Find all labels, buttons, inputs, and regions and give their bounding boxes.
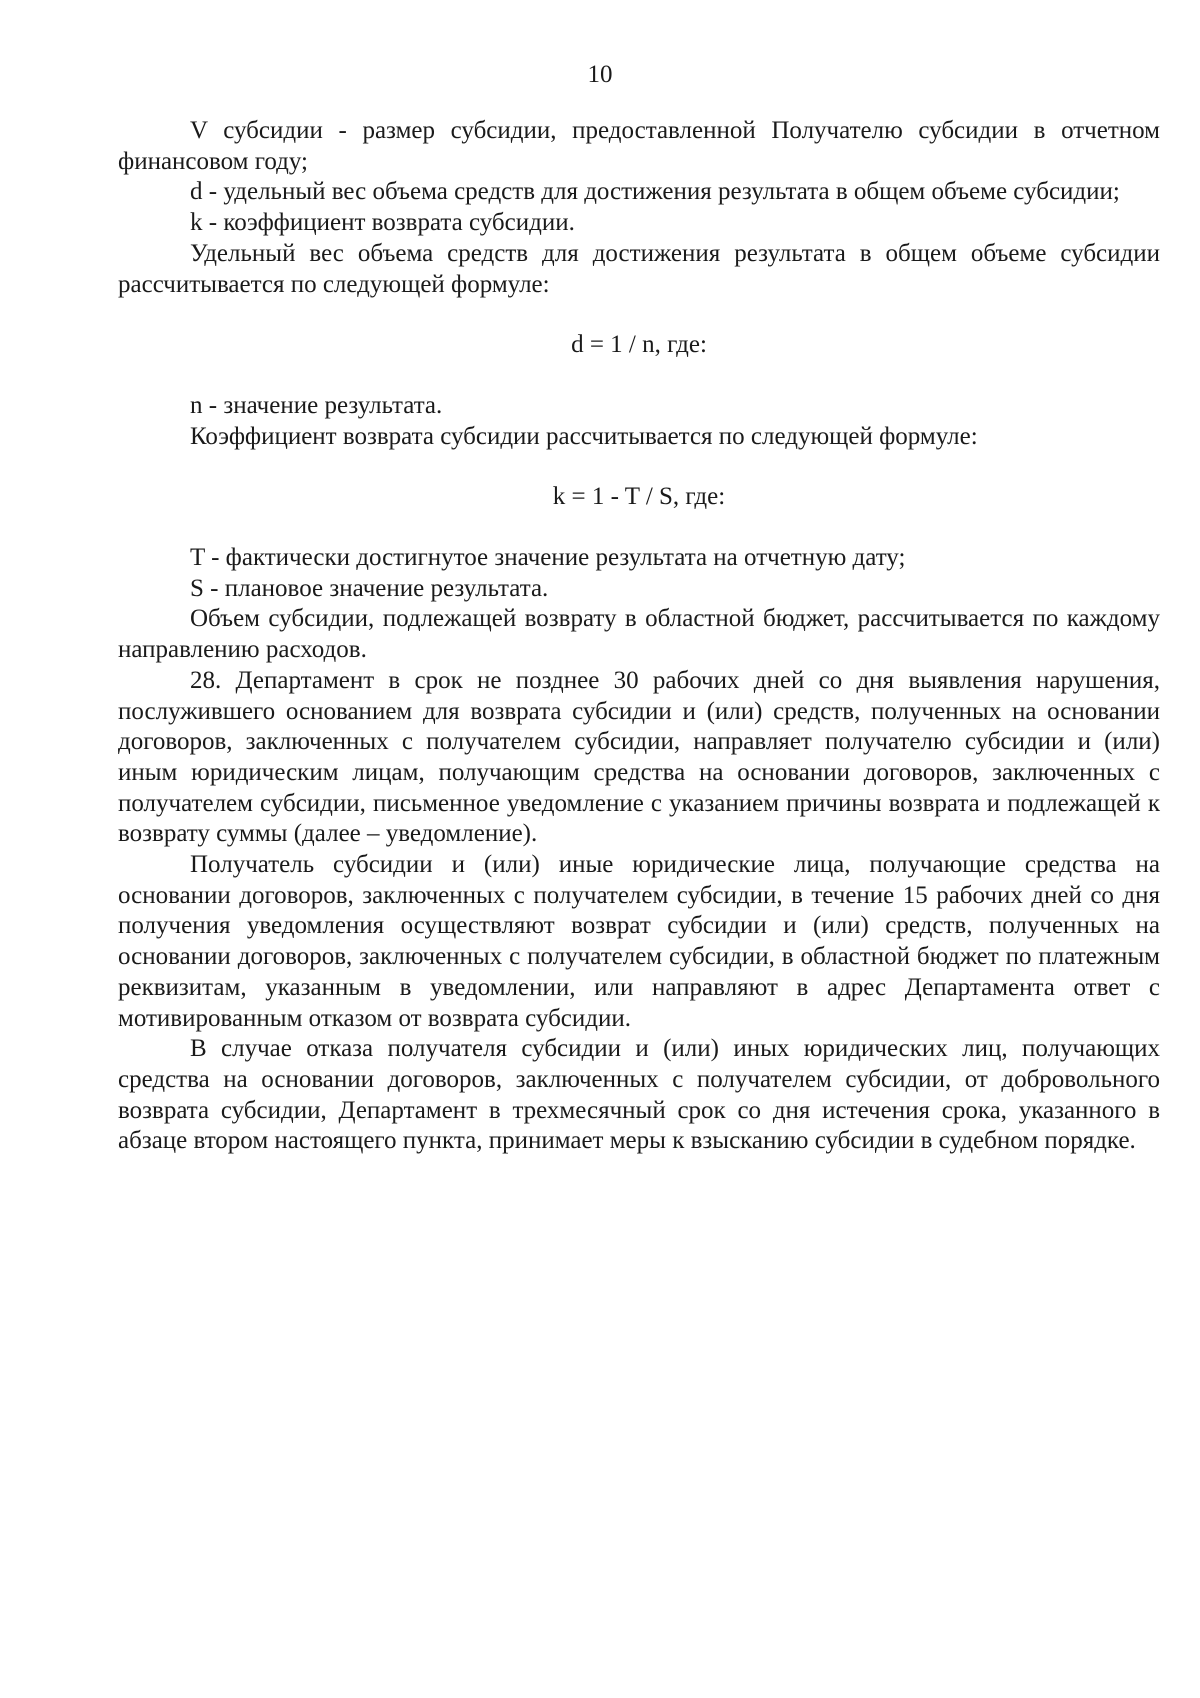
paragraph-t-definition: T - фактически достигнутое значение результата на отчетную дату; xyxy=(190,544,906,572)
paragraph-return-volume: Объем субсидии, подлежащей возврату в областной бюджет, рассчитывается по каждому направлению расходов. xyxy=(118,605,1160,664)
paragraph-return-coefficient-intro: Коэффициент возврата субсидии рассчитывается по следующей формуле: xyxy=(190,422,978,450)
document-body xyxy=(118,116,1160,1157)
formula-k: k = 1 - T / S, где: xyxy=(552,483,726,511)
paragraph-specific-weight-intro: Удельный вес объема средств для достижения результата в общем объеме субсидии рассчитывается по следующей формуле: xyxy=(118,239,1160,298)
paragraph-d-definition: d - удельный вес объема средств для достижения результата в общем объеме субсидии; xyxy=(190,178,1120,206)
paragraph-s-definition: S - плановое значение результата. xyxy=(190,574,549,602)
paragraph-v-subsidy-definition: V субсидии - размер субсидии, предоставленной Получателю субсидии в отчетном финансовом году; xyxy=(118,117,1160,175)
paragraph-item-28: 28. Департамент в срок не позднее 30 рабочих дней со дня выявления нарушения, послужившего основанием для возврата субсидии и (или) средств, полученных на основании договоров, заключенных с получателем субсидии, направляет получателю субсидии и (или) иным юридическим лицам, получающим средства на основании договоров, заключенных с получателем субсидии, письменное уведомление с указанием причины возврата и подлежащей к возврату суммы (далее – уведомление). xyxy=(118,666,1160,848)
paragraph-recipient-return: Получатель субсидии и (или) иные юридические лица, получающие средства на основании договоров, заключенных с получателем субсидии, в течение 15 рабочих дней со дня получения уведомления осуществляют возврат субсидии и (или) средств, полученных на основании договоров, заключенных с получателем субсидии, в областной бюджет по платежным реквизитам, указанным в уведомлении, или направляют в адрес Департамента ответ с мотивированным отказом от возврата субсидии. xyxy=(118,851,1160,1032)
paragraph-refusal-case: В случае отказа получателя субсидии и (или) иных юридических лиц, получающих средства на основании договоров, заключенных с получателем субсидии, от добровольного возврата субсидии, Департамент в трехмесячный срок со дня истечения срока, указанного в абзаце втором настоящего пункта, принимает меры к взысканию субсидии в судебном порядке. xyxy=(118,1035,1160,1155)
paragraph-n-definition: n - значение результата. xyxy=(190,391,443,419)
formula-d: d = 1 / n, где: xyxy=(571,331,707,359)
paragraph-k-definition: k - коэффициент возврата субсидии. xyxy=(190,209,575,237)
page-number: 10 xyxy=(587,61,613,88)
